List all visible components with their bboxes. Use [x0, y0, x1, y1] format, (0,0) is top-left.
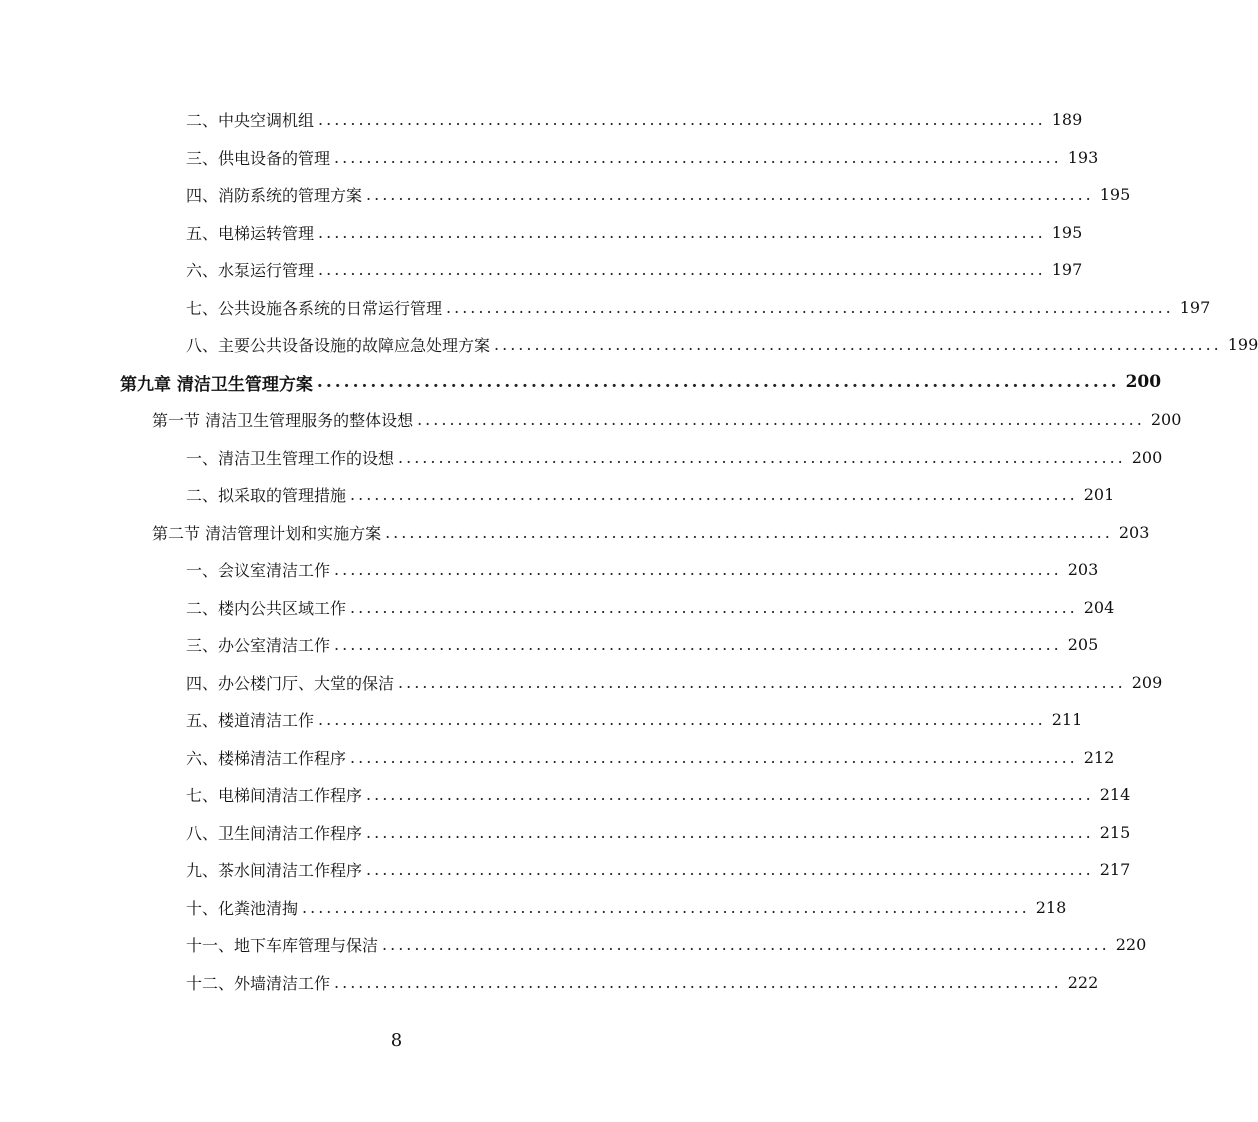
toc-entry-page: 220 — [1115, 935, 1147, 955]
dot-leader: .......................................................................................... — [385, 522, 1113, 542]
toc-entry-label: 五、楼道清洁工作 — [186, 711, 315, 731]
toc-entry-label: 一、清洁卫生管理工作的设想 — [186, 448, 395, 468]
toc-entry-page: 214 — [1099, 785, 1131, 805]
dot-leader: .......................................................................................... — [318, 110, 1046, 130]
toc-entry-page: 200 — [1150, 410, 1182, 430]
toc-entry-page: 218 — [1035, 897, 1067, 917]
dot-leader: .......................................................................................... — [316, 372, 1120, 393]
toc-entry[interactable] — [0, 139, 1099, 177]
toc-entry[interactable] — [0, 176, 1131, 214]
dot-leader: .......................................................................................... — [366, 185, 1094, 205]
toc-entry[interactable] — [0, 926, 1147, 964]
toc-entry-label: 八、卫生间清洁工作程序 — [186, 823, 363, 843]
dot-leader: .......................................................................................... — [398, 672, 1126, 692]
dot-leader: .......................................................................................... — [334, 560, 1062, 580]
toc-entry-page: 203 — [1118, 522, 1150, 542]
toc-entry-page: 209 — [1131, 672, 1163, 692]
toc-entry-page: 201 — [1083, 485, 1115, 505]
toc-entry-page: 205 — [1067, 635, 1099, 655]
toc-entry-label: 四、办公楼门厅、大堂的保洁 — [186, 673, 395, 693]
dot-leader: .......................................................................................... — [350, 597, 1078, 617]
toc-entry-label: 第二节 清洁管理计划和实施方案 — [152, 523, 382, 543]
toc-entry-page: 222 — [1067, 972, 1099, 992]
dot-leader: .......................................................................................... — [382, 935, 1110, 955]
toc-entry[interactable] — [0, 851, 1131, 889]
toc-entry-label: 三、供电设备的管理 — [186, 148, 331, 168]
dot-leader: .......................................................................................... — [350, 747, 1078, 767]
toc-entry-label: 六、水泵运行管理 — [186, 261, 315, 281]
toc-entry-page: 212 — [1083, 747, 1115, 767]
toc-entry-page: 204 — [1083, 597, 1115, 617]
dot-leader: .......................................................................................... — [366, 785, 1094, 805]
toc-entry-label: 二、楼内公共区域工作 — [186, 598, 347, 618]
toc-entry-page: 203 — [1067, 560, 1099, 580]
toc-entry[interactable] — [0, 551, 1099, 589]
toc-entry[interactable] — [0, 476, 1115, 514]
toc-entry-label: 八、主要公共设备设施的故障应急处理方案 — [186, 336, 491, 356]
dot-leader: .......................................................................................... — [318, 710, 1046, 730]
toc-entry-page: 195 — [1051, 222, 1083, 242]
toc-entry-page: 211 — [1051, 710, 1083, 730]
dot-leader: .......................................................................................... — [366, 860, 1094, 880]
toc-entry-label: 六、楼梯清洁工作程序 — [186, 748, 347, 768]
toc-entry[interactable] — [0, 664, 1163, 702]
toc-entry-label: 十、化粪池清掏 — [186, 898, 299, 918]
dot-leader: .......................................................................................... — [334, 147, 1062, 167]
toc-entry[interactable] — [0, 739, 1115, 777]
toc-entry-label: 七、公共设施各系统的日常运行管理 — [186, 298, 443, 318]
toc-entry-label: 十二、外墙清洁工作 — [186, 973, 331, 993]
toc-entry[interactable] — [0, 439, 1163, 477]
toc-entry-label: 九、茶水间清洁工作程序 — [186, 861, 363, 881]
toc-entry-page: 197 — [1179, 297, 1211, 317]
toc-entry-label: 二、中央空调机组 — [186, 111, 315, 131]
toc-entry-page: 197 — [1051, 260, 1083, 280]
toc-entry[interactable] — [0, 701, 1083, 739]
toc-entry[interactable] — [0, 251, 1083, 289]
toc-entry-page: 189 — [1051, 110, 1083, 130]
toc-entry-page: 215 — [1099, 822, 1131, 842]
toc-entry[interactable] — [0, 289, 1211, 327]
toc-entry-page: 217 — [1099, 860, 1131, 880]
toc-entry[interactable] — [0, 101, 1083, 139]
toc-entry-page: 195 — [1099, 185, 1131, 205]
toc-entry[interactable] — [0, 214, 1083, 252]
dot-leader: .......................................................................................... — [302, 897, 1030, 917]
toc-entry-label: 第九章 清洁卫生管理方案 — [120, 374, 313, 395]
toc-entry[interactable] — [0, 889, 1067, 927]
toc-entry-label: 五、电梯运转管理 — [186, 223, 315, 243]
table-of-contents — [0, 101, 1258, 1001]
dot-leader: .......................................................................................... — [334, 635, 1062, 655]
toc-entry-label: 二、拟采取的管理措施 — [186, 486, 347, 506]
toc-section-entry[interactable] — [0, 401, 1182, 439]
toc-section-entry[interactable] — [0, 514, 1150, 552]
dot-leader: .......................................................................................... — [366, 822, 1094, 842]
toc-entry-page: 200 — [1131, 447, 1163, 467]
toc-entry-label: 三、办公室清洁工作 — [186, 636, 331, 656]
dot-leader: .......................................................................................... — [398, 447, 1126, 467]
toc-entry-page: 199 — [1227, 335, 1258, 355]
page-number: 8 — [390, 1030, 403, 1051]
dot-leader: .......................................................................................... — [318, 260, 1046, 280]
dot-leader: .......................................................................................... — [494, 335, 1222, 355]
toc-entry[interactable] — [0, 326, 1258, 364]
dot-leader: .......................................................................................... — [417, 410, 1145, 430]
toc-entry-label: 四、消防系统的管理方案 — [186, 186, 363, 206]
toc-entry[interactable] — [0, 626, 1099, 664]
toc-entry-label: 十一、地下车库管理与保洁 — [186, 936, 379, 956]
toc-chapter-entry[interactable] — [0, 364, 1162, 402]
dot-leader: .......................................................................................... — [350, 485, 1078, 505]
dot-leader: .......................................................................................... — [318, 222, 1046, 242]
toc-entry[interactable] — [0, 589, 1115, 627]
toc-entry-page: 193 — [1067, 147, 1099, 167]
dot-leader: .......................................................................................... — [334, 972, 1062, 992]
toc-entry[interactable] — [0, 964, 1099, 1002]
toc-entry-label: 七、电梯间清洁工作程序 — [186, 786, 363, 806]
toc-entry-page: 200 — [1125, 372, 1162, 393]
toc-entry-label: 第一节 清洁卫生管理服务的整体设想 — [152, 411, 414, 431]
toc-entry-label: 一、会议室清洁工作 — [186, 561, 331, 581]
toc-entry[interactable] — [0, 814, 1131, 852]
dot-leader: .......................................................................................... — [446, 297, 1174, 317]
toc-entry[interactable] — [0, 776, 1131, 814]
